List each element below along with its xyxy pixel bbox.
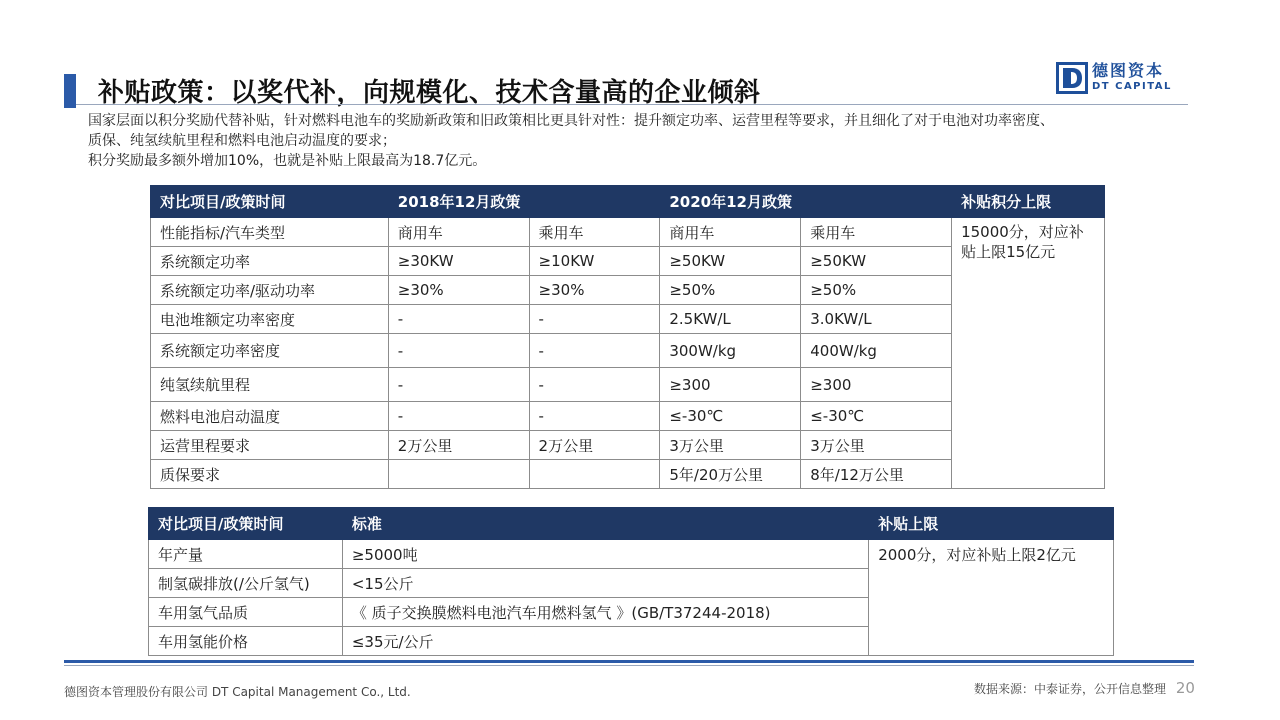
policy-comparison-table <box>150 185 1105 489</box>
table-cell: 系统额定功率/驱动功率 <box>151 276 389 305</box>
table-cell <box>529 460 660 489</box>
logo-chinese-name: 德图资本 <box>1092 61 1165 80</box>
table-cell: ≥300 <box>801 368 952 402</box>
table-cell: 2万公里 <box>529 431 660 460</box>
company-logo <box>1056 62 1172 94</box>
logo-english-name: DT CAPITAL <box>1092 81 1172 92</box>
table-cell: - <box>529 305 660 334</box>
table-cell: - <box>388 368 529 402</box>
table-cell: 电池堆额定功率密度 <box>151 305 389 334</box>
footer-divider-thin <box>64 665 1194 666</box>
table-cell: 3万公里 <box>801 431 952 460</box>
table-header-row <box>151 186 1105 218</box>
table-cell: ≥30% <box>529 276 660 305</box>
table-cell: 乘用车 <box>801 218 952 247</box>
header-2018-policy: 2018年12月政策 <box>388 186 660 218</box>
header-subsidy-cap: 补贴上限 <box>869 508 1114 540</box>
table-cell: 车用氢能价格 <box>149 627 343 656</box>
dt-logo-icon <box>1056 62 1088 94</box>
table-cell: - <box>388 334 529 368</box>
header-item: 对比项目/政策时间 <box>149 508 343 540</box>
table-row <box>151 218 1105 247</box>
table-cell: 400W/kg <box>801 334 952 368</box>
table-cell: 300W/kg <box>660 334 801 368</box>
title-accent-bar <box>64 74 76 108</box>
table-cell: 商用车 <box>388 218 529 247</box>
table-cell: <15公斤 <box>342 569 868 598</box>
table-header-row <box>149 508 1114 540</box>
header-subsidy-cap: 补贴积分上限 <box>952 186 1105 218</box>
hydrogen-standard-table <box>148 507 1114 656</box>
table-cell: ≥50% <box>660 276 801 305</box>
table-cell: ≥30% <box>388 276 529 305</box>
table-cell: 2万公里 <box>388 431 529 460</box>
table-row <box>149 540 1114 569</box>
table-cell: 运营里程要求 <box>151 431 389 460</box>
table-cell: 系统额定功率 <box>151 247 389 276</box>
table-cell: ≥300 <box>660 368 801 402</box>
table-cell: 3万公里 <box>660 431 801 460</box>
table-cell: 乘用车 <box>529 218 660 247</box>
table-cell: ≤-30℃ <box>801 402 952 431</box>
table-cell: - <box>529 334 660 368</box>
table-cell: 商用车 <box>660 218 801 247</box>
header-item: 对比项目/政策时间 <box>151 186 389 218</box>
table-cell: - <box>388 305 529 334</box>
subsidy-cap-note: 2000分，对应补贴上限2亿元 <box>869 540 1114 656</box>
table-cell: 质保要求 <box>151 460 389 489</box>
footer-divider <box>64 660 1194 663</box>
table-cell: - <box>388 402 529 431</box>
table-cell: 5年/20万公里 <box>660 460 801 489</box>
header-standard: 标准 <box>342 508 868 540</box>
footer-source: 数据来源：中泰证券，公开信息整理 <box>974 682 1167 696</box>
table-cell: 8年/12万公里 <box>801 460 952 489</box>
intro-text <box>88 111 1198 171</box>
table-cell <box>388 460 529 489</box>
intro-line-1: 国家层面以积分奖励代替补贴，针对燃料电池车的奖励新政策和旧政策相比更具针对性：提升额定功率、运营里程等要求，并且细化了对于电池对功率密度、 <box>88 113 1054 129</box>
subsidy-cap-note: 15000分，对应补贴上限15亿元 <box>952 218 1105 489</box>
table-cell: ≥10KW <box>529 247 660 276</box>
intro-line-2: 质保、纯氢续航里程和燃料电池启动温度的要求； <box>88 133 396 149</box>
header-2020-policy: 2020年12月政策 <box>660 186 952 218</box>
table-cell: 制氢碳排放(/公斤氢气) <box>149 569 343 598</box>
table-cell: ≥5000吨 <box>342 540 868 569</box>
table-cell: ≥50KW <box>801 247 952 276</box>
table-cell: 年产量 <box>149 540 343 569</box>
page-number: 20 <box>1175 679 1195 697</box>
table-cell: ≥50KW <box>660 247 801 276</box>
table-cell: - <box>529 402 660 431</box>
table-cell: ≤35元/公斤 <box>342 627 868 656</box>
table-cell: 燃料电池启动温度 <box>151 402 389 431</box>
table-cell: ≤-30℃ <box>660 402 801 431</box>
table-cell: 系统额定功率密度 <box>151 334 389 368</box>
table-cell: ≥50% <box>801 276 952 305</box>
footer-source-area <box>974 679 1195 697</box>
table-cell: 性能指标/汽车类型 <box>151 218 389 247</box>
table-cell: 车用氢气品质 <box>149 598 343 627</box>
footer-company: 德图资本管理股份有限公司 DT Capital Management Co., Ltd. <box>64 685 411 699</box>
table-cell: 《 质子交换膜燃料电池汽车用燃料氢气 》(GB/T37244-2018) <box>342 598 868 627</box>
table-cell: 3.0KW/L <box>801 305 952 334</box>
table-cell: ≥30KW <box>388 247 529 276</box>
table-cell: 2.5KW/L <box>660 305 801 334</box>
table-cell: 纯氢续航里程 <box>151 368 389 402</box>
page-title: 补贴政策：以奖代补，向规模化、技术含量高的企业倾斜 <box>98 78 761 108</box>
table-cell: - <box>529 368 660 402</box>
intro-line-3: 积分奖励最多额外增加10%，也就是补贴上限最高为18.7亿元。 <box>88 153 487 169</box>
title-divider <box>76 104 1188 105</box>
